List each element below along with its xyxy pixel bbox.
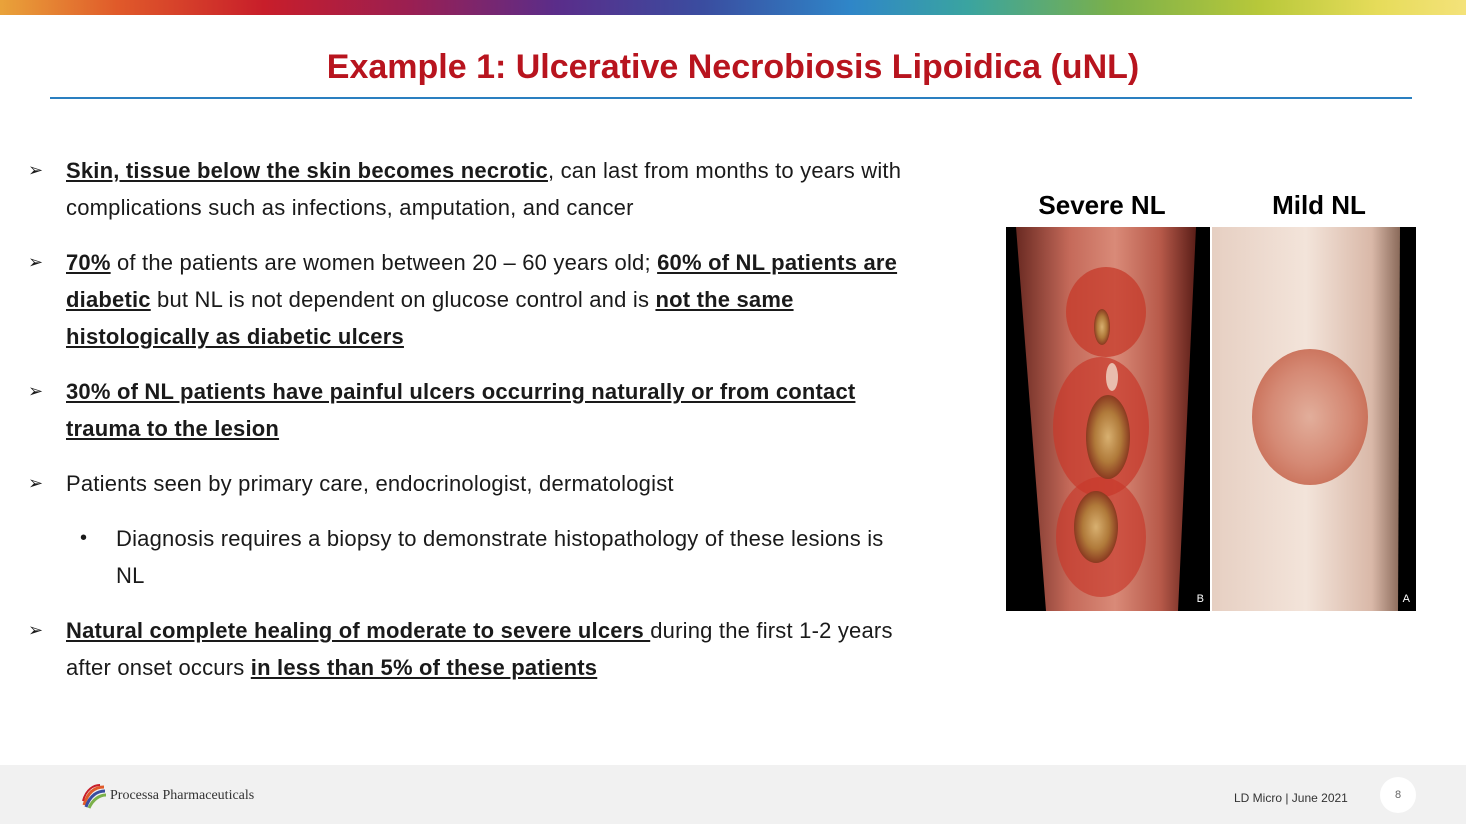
body-text: Diagnosis requires a biopsy to demonstrate histopathology of these lesions is NL xyxy=(116,526,884,588)
footer-bar xyxy=(0,765,1466,824)
arrow-bullet-icon: ➢ xyxy=(28,381,44,401)
severe-nl-photo xyxy=(1006,227,1210,611)
sub-bullet-item xyxy=(28,520,918,594)
title-divider xyxy=(50,97,1412,99)
severe-nl-label: Severe NL xyxy=(1038,190,1166,220)
body-text: but NL is not dependent on glucose control and is xyxy=(150,287,656,312)
emphasis-text: Natural complete healing of moderate to severe ulcers xyxy=(66,618,651,643)
emphasis-text: in less than 5% of these patients xyxy=(250,655,598,680)
company-name: Processa Pharmaceuticals xyxy=(110,788,255,803)
bullet-list xyxy=(28,152,918,704)
mild-nl-photo xyxy=(1212,227,1416,611)
body-text: , can last from months to years with complications such as infections, amputation, and cancer xyxy=(66,158,902,220)
emphasis-text: 70% xyxy=(66,250,111,275)
severe-leg-image xyxy=(1006,227,1210,611)
emphasis-text: Skin, tissue below the skin becomes necrotic xyxy=(66,158,548,183)
top-color-bar xyxy=(0,0,1466,15)
photo-panel-letter: A xyxy=(1402,593,1410,605)
processa-logo-icon xyxy=(80,783,108,811)
arrow-bullet-icon: ➢ xyxy=(28,252,44,272)
bullet-item xyxy=(28,244,918,355)
bullet-item xyxy=(28,373,918,447)
page-number: 8 xyxy=(1380,777,1416,813)
emphasis-text: 60% of NL patients are diabetic xyxy=(66,250,898,312)
mild-nl-label: Mild NL xyxy=(1272,190,1366,220)
emphasis-text: 30% of NL patients have painful ulcers occurring naturally or from contact trauma to the lesion xyxy=(66,379,856,441)
arrow-bullet-icon: ➢ xyxy=(28,473,44,493)
body-text: Patients seen by primary care, endocrinologist, dermatologist xyxy=(66,471,674,496)
event-label: LD Micro | June 2021 xyxy=(1234,791,1348,805)
arrow-bullet-icon: ➢ xyxy=(28,160,44,180)
emphasis-text: not the same histologically as diabetic ulcers xyxy=(66,287,794,349)
photo-panel-letter: B xyxy=(1196,593,1204,605)
slide-title: Example 1: Ulcerative Necrobiosis Lipoidica (uNL) xyxy=(326,48,1140,86)
body-text: of the patients are women between 20 – 60 years old; xyxy=(110,250,658,275)
bullet-item xyxy=(28,152,918,226)
arrow-bullet-icon: ➢ xyxy=(28,620,44,640)
dot-bullet-icon: • xyxy=(80,527,88,549)
body-text: during the first 1-2 years after onset occurs xyxy=(66,618,893,680)
bullet-item xyxy=(28,612,918,686)
mild-leg-image xyxy=(1212,227,1416,611)
bullet-item xyxy=(28,465,918,502)
